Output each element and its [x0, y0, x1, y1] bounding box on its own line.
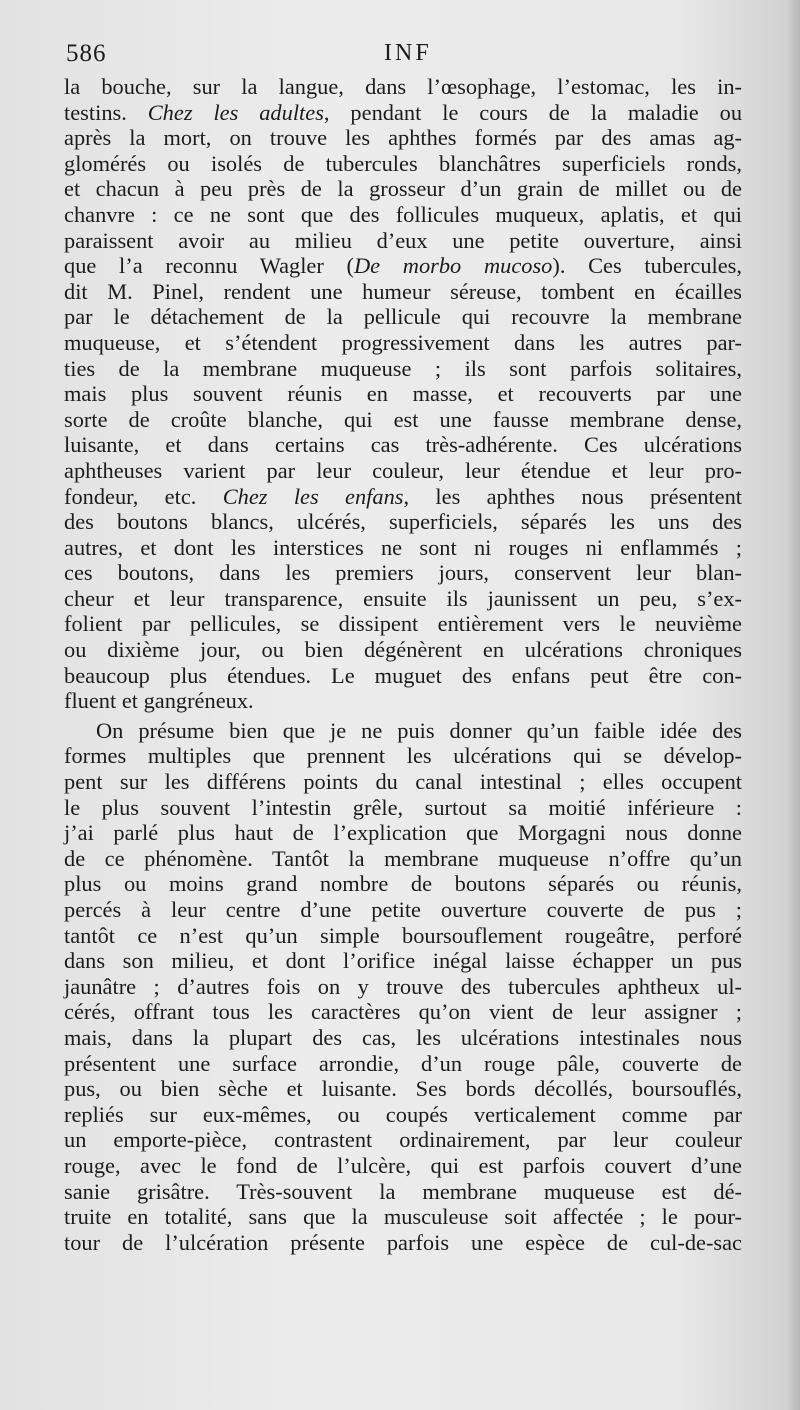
text-line — [64, 432, 742, 458]
text-line — [64, 330, 742, 356]
text-run: ). Ces tubercules, — [552, 253, 742, 279]
text-run: luisante, et dans certains cas très-adhérente. Ces ulcérations — [64, 432, 742, 458]
text-run: mais, dans la plupart des cas, les ulcérations intestinales nous — [64, 1024, 742, 1050]
italic-text: De morbo mucoso — [353, 253, 553, 279]
text-line — [64, 974, 742, 1000]
text-run: le plus souvent l’intestin grêle, surtout sa moitié inférieure : — [64, 794, 742, 820]
text-line — [64, 663, 742, 689]
text-run: ces boutons, dans les premiers jours, conservent leur blan- — [64, 560, 742, 586]
text-run: sanie grisâtre. Très-souvent la membrane muqueuse est dé- — [64, 1178, 742, 1204]
text-line — [64, 279, 742, 305]
text-line — [64, 743, 742, 769]
text-run: fluent et gangréneux. — [64, 688, 254, 714]
text-line — [64, 74, 742, 100]
text-run: , les aphthes nous présentent — [403, 483, 742, 509]
text-run: jaunâtre ; d’autres fois on y trouve des tubercules aphtheux ul- — [64, 973, 742, 999]
text-line — [64, 1204, 742, 1230]
text-run: fondeur, etc. — [64, 483, 223, 509]
text-line — [64, 769, 742, 795]
text-line — [64, 407, 742, 433]
text-line — [64, 871, 742, 897]
running-head: INF — [384, 40, 432, 66]
text-line — [64, 1076, 742, 1102]
text-line — [64, 560, 742, 586]
text-run: autres, et dont les interstices ne sont ni rouges ni enflammés ; — [64, 534, 742, 560]
italic-text: Chez les enfans — [222, 483, 404, 509]
text-line — [64, 202, 742, 228]
text-run: mais plus souvent réunis en masse, et recouverts par une — [64, 381, 742, 407]
text-line — [64, 718, 742, 744]
text-run: cérés, offrant tous les caractères qu’on vient de leur assigner ; — [64, 999, 742, 1025]
text-run: repliés sur eux-mêmes, ou coupés verticalement comme par — [64, 1101, 742, 1127]
text-run: muqueuse, et s’étendent progressivement dans les autres par- — [64, 329, 742, 355]
body-text — [64, 74, 742, 1255]
text-run: par le détachement de la pellicule qui recouvre la membrane — [64, 304, 742, 330]
text-run: glomérés ou isolés de tubercules blanchâtres superficiels ronds, — [64, 150, 742, 176]
text-line — [64, 688, 742, 714]
text-run: folient par pellicules, se dissipent entièrement vers le neuvième — [64, 611, 742, 637]
text-run: aphtheuses varient par leur couleur, leur étendue et leur pro- — [64, 457, 742, 483]
text-run: chanvre : ce ne sont que des follicules muqueux, aplatis, et qui — [64, 201, 742, 227]
text-line — [64, 381, 742, 407]
text-run: présentent une surface arrondie, d’un rouge pâle, couverte de — [64, 1050, 742, 1076]
text-line — [64, 1179, 742, 1205]
text-line — [64, 484, 742, 510]
text-run: sorte de croûte blanche, qui est une fausse membrane dense, — [64, 406, 742, 432]
text-run: testins. — [64, 99, 148, 125]
text-line — [64, 846, 742, 872]
text-line — [64, 458, 742, 484]
page-edge-shadow — [786, 0, 800, 1410]
text-line — [64, 1025, 742, 1051]
text-run: dit M. Pinel, rendent une humeur séreuse, tombent en écailles — [64, 278, 742, 304]
text-run: formes multiples que prennent les ulcérations qui se dévelop- — [64, 743, 742, 769]
text-line — [64, 637, 742, 663]
text-run: beaucoup plus étendues. Le muguet des enfans peut être con- — [64, 662, 742, 688]
text-line — [64, 1051, 742, 1077]
text-run: ou dixième jour, ou bien dégénèrent en ulcérations chroniques — [64, 637, 742, 663]
text-run: On présume bien que je ne puis donner qu’un faible idée des — [96, 717, 742, 743]
text-run: truite en totalité, sans que la musculeuse soit affectée ; le pour- — [64, 1204, 742, 1230]
text-run: cheur et leur transparence, ensuite ils jaunissent un peu, s’ex- — [64, 585, 742, 611]
text-run: ties de la membrane muqueuse ; ils sont parfois solitaires, — [64, 355, 742, 381]
text-line — [64, 611, 742, 637]
text-run: dans son milieu, et dont l’orifice inégal laisse échapper un pus — [64, 948, 742, 974]
text-run: rouge, avec le fond de l’ulcère, qui est parfois couvert d’une — [64, 1152, 742, 1178]
text-run: tantôt ce n’est qu’un simple boursouflement rougeâtre, perforé — [64, 922, 742, 948]
text-line — [64, 1153, 742, 1179]
text-run: , pendant le cours de la maladie ou — [323, 99, 743, 125]
text-run: que l’a reconnu Wagler ( — [64, 253, 354, 279]
text-line — [64, 820, 742, 846]
text-line — [64, 795, 742, 821]
text-line — [64, 948, 742, 974]
text-line — [64, 1230, 742, 1256]
text-run: plus ou moins grand nombre de boutons séparés ou réunis, — [64, 871, 742, 897]
text-line — [64, 151, 742, 177]
text-run: percés à leur centre d’une petite ouverture couverte de pus ; — [64, 897, 742, 922]
text-line — [64, 1127, 742, 1153]
text-run: de ce phénomène. Tantôt la membrane muqueuse n’offre qu’un — [64, 845, 742, 871]
text-line — [64, 535, 742, 561]
page-header — [66, 40, 756, 74]
text-line — [64, 586, 742, 612]
italic-text: Chez les adultes — [147, 99, 324, 125]
text-line — [64, 1102, 742, 1128]
text-run: un emporte-pièce, contrastent ordinairement, par leur couleur — [64, 1127, 742, 1153]
text-run: paraissent avoir au milieu d’eux une petite ouverture, ainsi — [64, 227, 742, 253]
page-number: 586 — [66, 40, 107, 67]
text-line — [64, 999, 742, 1025]
text-run: j’ai parlé plus haut de l’explication que Morgagni nous donne — [64, 820, 742, 846]
text-line — [64, 176, 742, 202]
text-line — [64, 125, 742, 151]
text-line — [64, 509, 742, 535]
text-line — [64, 923, 742, 949]
text-line — [64, 100, 742, 126]
text-line — [64, 304, 742, 330]
text-run: pus, ou bien sèche et luisante. Ses bords décollés, boursouflés, — [64, 1076, 742, 1102]
text-line — [64, 253, 742, 279]
text-run: et chacun à peu près de la grosseur d’un grain de millet ou de — [64, 176, 742, 202]
text-run: des boutons blancs, ulcérés, superficiels, séparés les uns des — [64, 509, 742, 535]
text-run: la bouche, sur la langue, dans l’œsophage, l’estomac, les in- — [64, 74, 742, 99]
text-run: pent sur les différens points du canal intestinal ; elles occupent — [64, 769, 742, 795]
text-run: après la mort, on trouve les aphthes formés par des amas ag- — [64, 125, 742, 151]
text-line — [64, 228, 742, 254]
text-line — [64, 897, 742, 923]
text-run: tour de l’ulcération présente parfois une espèce de cul-de-sac — [64, 1229, 742, 1255]
text-line — [64, 356, 742, 382]
